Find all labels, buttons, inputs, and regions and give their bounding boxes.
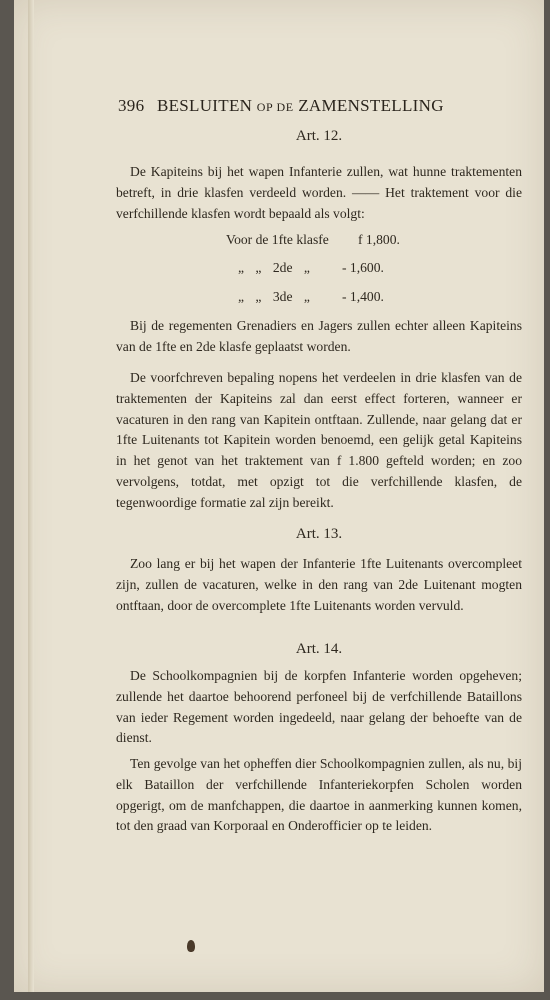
article-14-paragraph-1 xyxy=(116,666,522,749)
paragraph-text: Zoo lang er bij het wapen der Infanterie 1fte Luitenants overcompleet zijn, zullen de vacaturen, welke in den rang van 2de Luitenant mogten ontftaan, door de overcomplete 1fte Luitenants worden vervuld. xyxy=(116,556,522,613)
row-amount: f 1,800. xyxy=(358,232,400,247)
header-title-1: BESLUITEN xyxy=(156,96,253,115)
page-gutter xyxy=(28,0,34,992)
paragraph-text: De Schoolkompagnien bij de korpfen Infanterie worden opgeheven; zullende het daartoe behoorend perfoneel bij de verfchillende Bataillons van ieder Regement worden ingedeeld, naar gelang der behoefte van de dienst. xyxy=(116,668,522,746)
article-12-paragraph-2 xyxy=(116,316,522,358)
article-12-heading: Art. 12. xyxy=(295,128,343,144)
paragraph-text: Ten gevolge van het opheffen dier Schoolkompagnien zullen, als nu, bij elk Bataillon der verfchillende Infanteriekorpfen Scholen worden opgerigt, om de manfchappen, die daartoe in aanmerking kunnen komen, tot den graad van Korporaal en Onderofficier op te leiden. xyxy=(116,756,522,834)
paragraph-text: Bij de regementen Grenadiers en Jagers zullen echter alleen Kapiteins van de 1fte en 2de klasfe geplaatst worden. xyxy=(116,318,522,354)
paragraph-text: De Kapiteins bij het wapen Infanterie zullen, wat hunne traktementen betreft, in drie klasfen verdeeld worden. —— Het traktement voor die verfchillende klasfen wordt bepaald als volgt: xyxy=(116,164,522,221)
article-12-paragraph-3 xyxy=(116,368,522,514)
row-label: „ „ 3de „ xyxy=(238,289,310,304)
paragraph-text: De voorfchreven bepaling nopens het verdeelen in drie klasfen van de traktementen der Kapiteins zal dan eerst effect forteren, wanneer er vacaturen in den rang van Kapitein ontftaan. Zullende, naar gelang dat er 1fte Luitenants tot Kapitein worden benoemd, een gelijk getal Kapiteins in het genot van het traktement van f 1.800 gefteld worden; en zoo vervolgens, totdat, met opzigt tot die verfchillende klasfen, de tegenwoordige formatie zal zijn bereikt. xyxy=(116,370,522,510)
row-amount: - 1,400. xyxy=(342,289,384,304)
running-header xyxy=(118,96,478,116)
article-14-paragraph-2 xyxy=(116,754,522,837)
header-title-2: ZAMENSTELLING xyxy=(298,96,444,115)
page-number: 396 xyxy=(118,96,145,115)
row-label: „ „ 2de „ xyxy=(238,260,310,275)
article-13-paragraph-1 xyxy=(116,554,522,616)
article-13-heading: Art. 13. xyxy=(295,526,343,542)
row-amount: - 1,600. xyxy=(342,260,384,275)
ink-blot-ornament xyxy=(187,940,195,952)
article-14-heading: Art. 14. xyxy=(295,641,343,657)
article-12-paragraph-1 xyxy=(116,162,522,224)
header-title-small: OP DE xyxy=(256,100,294,114)
row-label: Voor de 1fte klasfe xyxy=(226,232,329,247)
